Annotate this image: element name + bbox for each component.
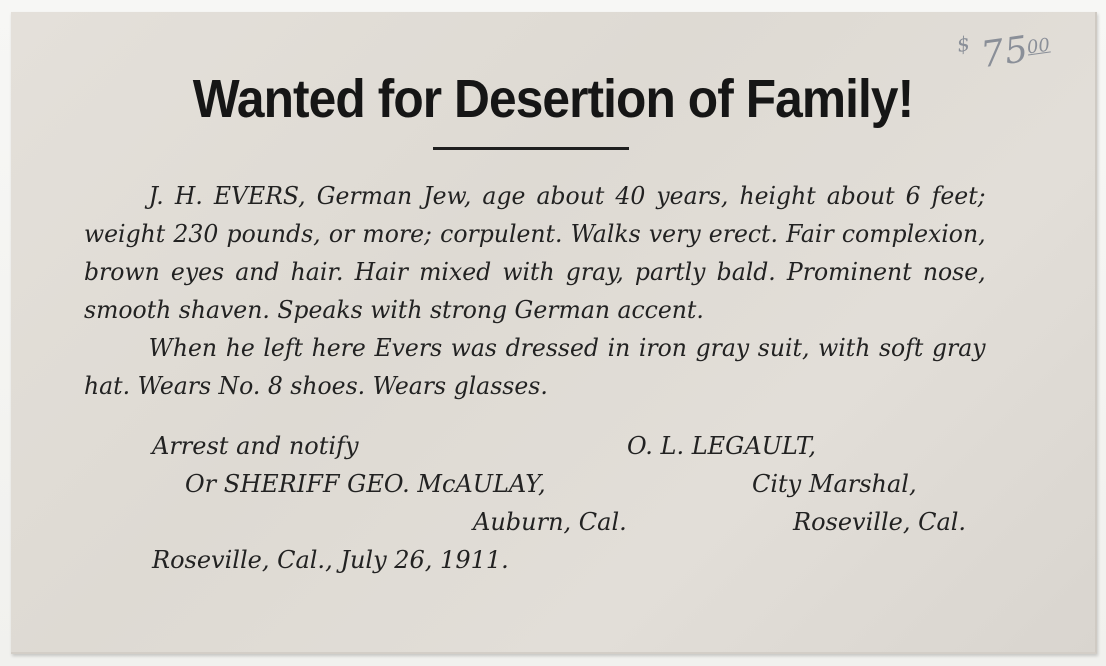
price-dollar-sign: $: [955, 31, 972, 57]
officer-location: Roseville, Cal.: [793, 508, 967, 536]
description-body: [84, 177, 986, 405]
alternate-location: Auburn, Cal.: [473, 508, 627, 536]
price-cents: 00: [1025, 34, 1052, 59]
clothing-paragraph: When he left here Evers was dressed in iron gray suit, with soft gray hat. Wears No. 8 shoes. Wears glasses.: [84, 334, 986, 400]
dateline: Roseville, Cal., July 26, 1911.: [152, 546, 509, 574]
description-paragraph: J. H. EVERS, German Jew, age about 40 years, height about 6 feet; weight 230 pounds, or more; corpulent. Walks very erect. Fair complexion, brown eyes and hair. Hair mixed with gray, partly bald. Prominent nose, smooth shaven. Speaks with strong German accent.: [84, 182, 986, 324]
poster-title: Wanted for Desertion of Family!: [192, 69, 914, 129]
price-amount: 75: [978, 28, 1032, 77]
alternate-contact: Or SHERIFF GEO. McAULAY,: [185, 470, 546, 498]
officer-title: City Marshal,: [752, 470, 917, 498]
wanted-poster-card: [11, 12, 1097, 654]
officer-name: O. L. LEGAULT,: [627, 432, 816, 460]
title-divider: [433, 147, 629, 150]
arrest-instruction: Arrest and notify: [152, 432, 359, 460]
